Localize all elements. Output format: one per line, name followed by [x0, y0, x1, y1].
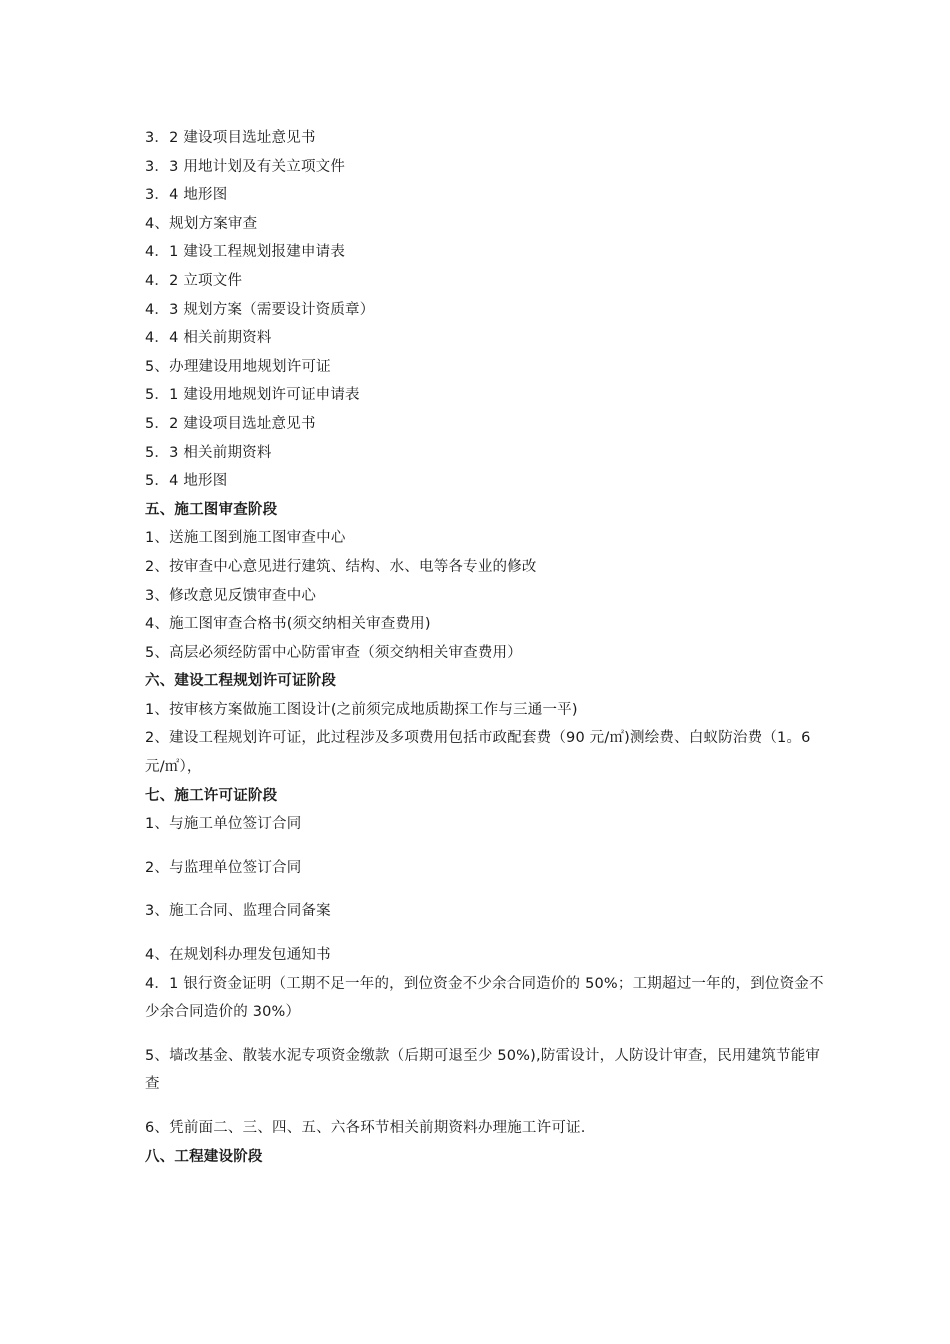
document-body: [145, 124, 825, 1171]
list-item: 3．4 地形图: [145, 187, 228, 204]
list-item: 5．4 地形图: [145, 473, 228, 490]
list-item: 4、规划方案审查: [145, 215, 258, 232]
list-item: 5．1 建设用地规划许可证申请表: [145, 387, 360, 404]
list-item: 5、办理建设用地规划许可证: [145, 358, 331, 375]
list-item: 3．2 建设项目选址意见书: [145, 130, 316, 146]
list-item: 1、按审核方案做施工图设计(之前须完成地质勘探工作与三通一平): [145, 701, 578, 718]
paragraph: 2、建设工程规划许可证，此过程涉及多项费用包括市政配套费（90 元/㎡)测绘费、白蚁防治费（1。6 元/㎡），: [145, 730, 811, 776]
list-item: 1、与施工单位签订合同: [145, 816, 302, 833]
list-item: 4、施工图审查合格书(须交纳相关审查费用): [145, 616, 431, 633]
list-item: 6、凭前面二、三、四、五、六各环节相关前期资料办理施工许可证.: [145, 1120, 586, 1136]
list-item: 1、送施工图到施工图审查中心: [145, 530, 346, 547]
list-item: 4、在规划科办理发包通知书: [145, 947, 331, 964]
list-item: 5、高层必须经防雷中心防雷审查（须交纳相关审查费用）: [145, 644, 522, 661]
list-item: 3、施工合同、监理合同备案: [145, 903, 331, 920]
paragraph: 5、墙改基金、散装水泥专项资金缴款（后期可退至少 50%),防雷设计，人防设计审查，民用建筑节能审查: [145, 1047, 821, 1093]
list-item: 2、按审查中心意见进行建筑、结构、水、电等各专业的修改: [145, 558, 537, 575]
section-heading: 八、工程建设阶段: [145, 1148, 263, 1165]
list-item: 3、修改意见反馈审查中心: [145, 587, 317, 604]
list-item: 3．3 用地计划及有关立项文件: [145, 158, 346, 175]
list-item: 4．2 立项文件: [145, 272, 243, 289]
list-item: 2、与监理单位签订合同: [145, 859, 302, 876]
list-item: 5．3 相关前期资料: [145, 444, 272, 461]
list-item: 4．4 相关前期资料: [145, 330, 272, 347]
list-item: 4．3 规划方案（需要设计资质章）: [145, 301, 375, 318]
list-item: 5．2 建设项目选址意见书: [145, 415, 316, 432]
paragraph: 4．1 银行资金证明（工期不足一年的，到位资金不少余合同造价的 50%；工期超过一年的，到位资金不少余合同造价的 30%）: [145, 975, 824, 1021]
list-item: 4．1 建设工程规划报建申请表: [145, 244, 346, 261]
section-heading: 六、建设工程规划许可证阶段: [145, 673, 337, 690]
section-heading: 七、施工许可证阶段: [145, 787, 278, 804]
section-heading: 五、施工图审查阶段: [145, 501, 278, 518]
